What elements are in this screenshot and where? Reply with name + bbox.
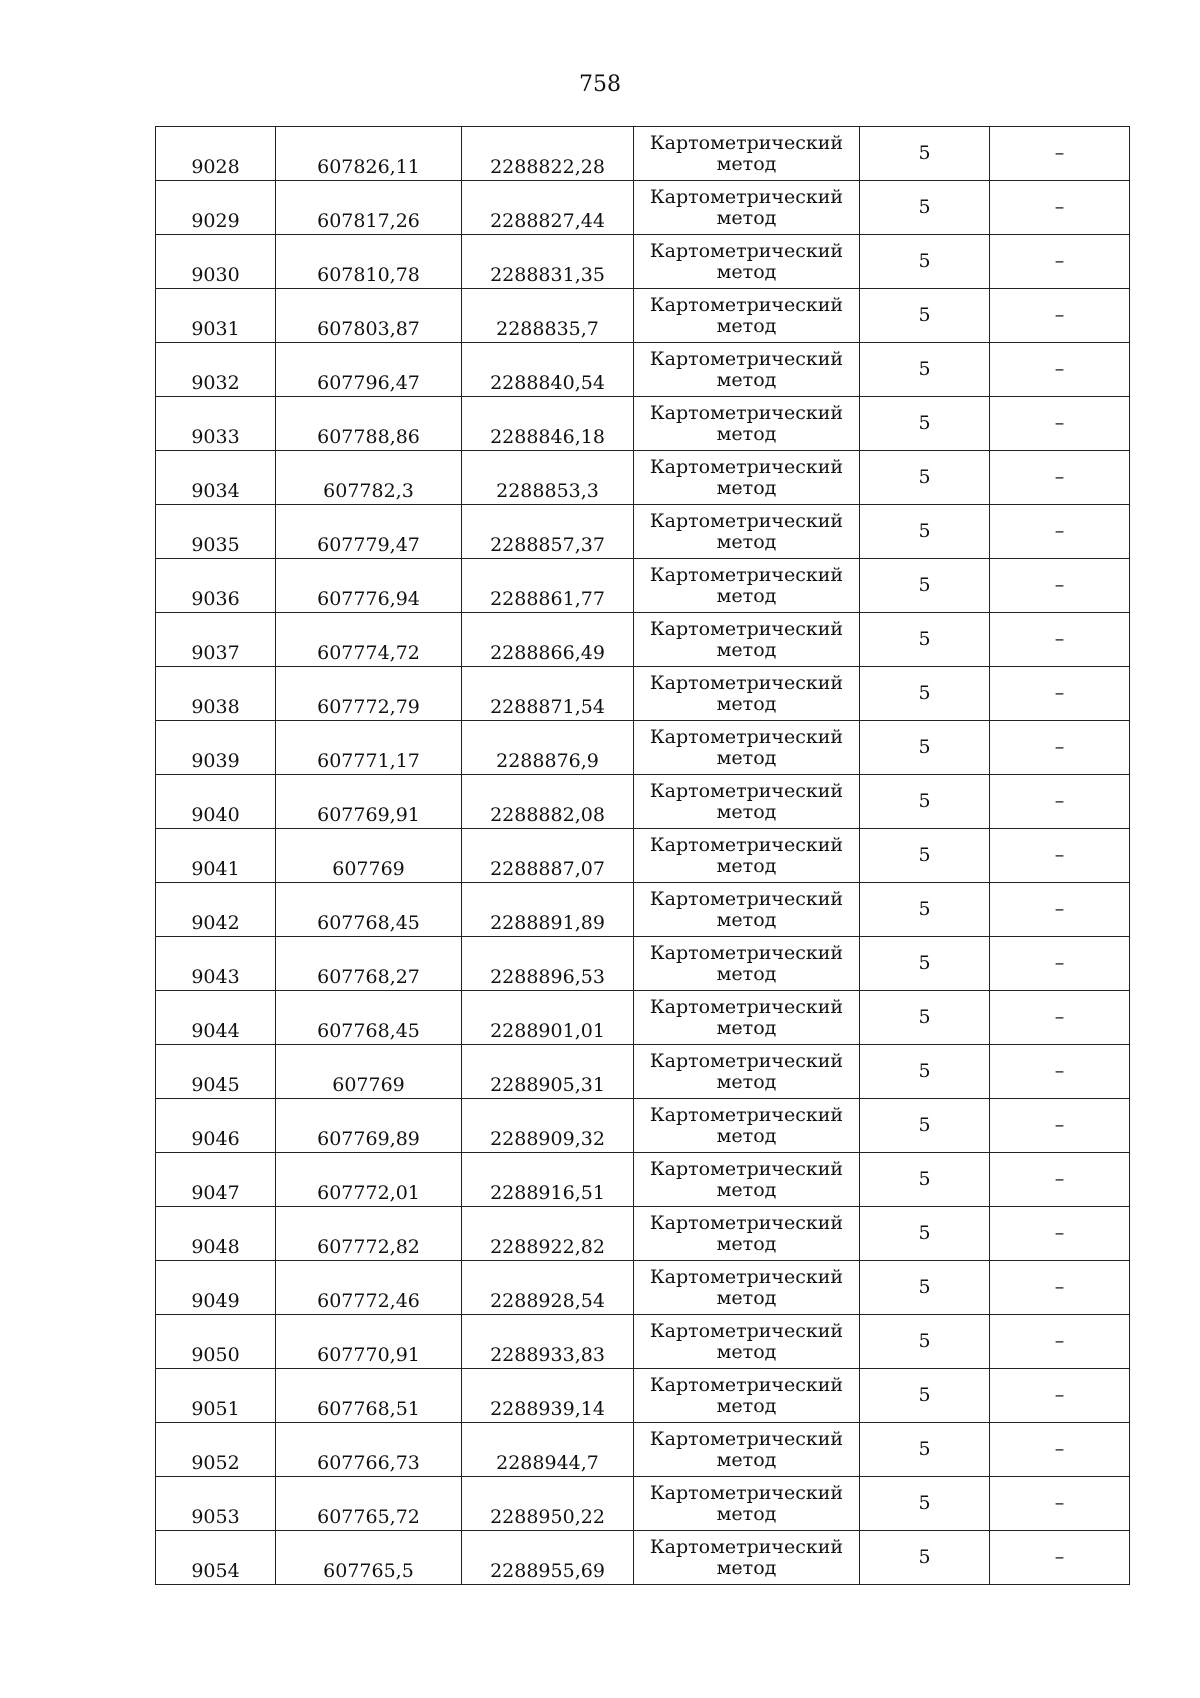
method-line-2: метод: [716, 638, 777, 661]
method-cell: [634, 397, 860, 451]
accuracy-cell: 5: [860, 991, 990, 1045]
method-line-1: Картометрический: [649, 1319, 844, 1342]
x-coordinate-cell: 607766,73: [276, 1423, 462, 1477]
method-line-2: метод: [716, 152, 777, 175]
method-line-2: метод: [716, 1016, 777, 1039]
accuracy-cell: 5: [860, 1315, 990, 1369]
method-line-2: метод: [716, 1232, 777, 1255]
point-id-cell: 9031: [156, 289, 276, 343]
method-cell: [634, 829, 860, 883]
point-id-cell: 9043: [156, 937, 276, 991]
y-coordinate-cell: 2288822,28: [462, 127, 634, 181]
x-coordinate-cell: 607765,5: [276, 1531, 462, 1585]
method-cell: [634, 1423, 860, 1477]
table-row: [156, 181, 1130, 235]
x-coordinate-cell: 607769: [276, 829, 462, 883]
point-id-cell: 9046: [156, 1099, 276, 1153]
point-id-cell: 9053: [156, 1477, 276, 1531]
accuracy-cell: 5: [860, 1369, 990, 1423]
accuracy-cell: 5: [860, 721, 990, 775]
table-row: [156, 343, 1130, 397]
point-id-cell: 9028: [156, 127, 276, 181]
method-line-2: метод: [716, 908, 777, 931]
table-row: [156, 397, 1130, 451]
note-cell: –: [990, 289, 1130, 343]
y-coordinate-cell: 2288853,3: [462, 451, 634, 505]
accuracy-cell: 5: [860, 1531, 990, 1585]
method-cell: [634, 289, 860, 343]
y-coordinate-cell: 2288835,7: [462, 289, 634, 343]
note-cell: –: [990, 721, 1130, 775]
x-coordinate-cell: 607772,01: [276, 1153, 462, 1207]
method-cell: [634, 775, 860, 829]
method-line-1: Картометрический: [649, 1427, 844, 1450]
method-line-1: Картометрический: [649, 563, 844, 586]
y-coordinate-cell: 2288955,69: [462, 1531, 634, 1585]
method-line-2: метод: [716, 1178, 777, 1201]
method-line-2: метод: [716, 314, 777, 337]
note-cell: –: [990, 613, 1130, 667]
method-line-1: Картометрический: [649, 1211, 844, 1234]
table-row: [156, 289, 1130, 343]
point-id-cell: 9033: [156, 397, 276, 451]
point-id-cell: 9051: [156, 1369, 276, 1423]
x-coordinate-cell: 607768,51: [276, 1369, 462, 1423]
y-coordinate-cell: 2288827,44: [462, 181, 634, 235]
note-cell: –: [990, 127, 1130, 181]
accuracy-cell: 5: [860, 829, 990, 883]
accuracy-cell: 5: [860, 1477, 990, 1531]
note-cell: –: [990, 1315, 1130, 1369]
y-coordinate-cell: 2288831,35: [462, 235, 634, 289]
method-line-1: Картометрический: [649, 941, 844, 964]
method-cell: [634, 721, 860, 775]
y-coordinate-cell: 2288840,54: [462, 343, 634, 397]
note-cell: –: [990, 451, 1130, 505]
accuracy-cell: 5: [860, 505, 990, 559]
table-row: [156, 829, 1130, 883]
note-cell: –: [990, 235, 1130, 289]
accuracy-cell: 5: [860, 451, 990, 505]
point-id-cell: 9054: [156, 1531, 276, 1585]
method-line-2: метод: [716, 368, 777, 391]
method-cell: [634, 1045, 860, 1099]
method-cell: [634, 1369, 860, 1423]
x-coordinate-cell: 607769,89: [276, 1099, 462, 1153]
table-row: [156, 667, 1130, 721]
point-id-cell: 9032: [156, 343, 276, 397]
method-cell: [634, 1531, 860, 1585]
note-cell: –: [990, 1261, 1130, 1315]
y-coordinate-cell: 2288928,54: [462, 1261, 634, 1315]
method-line-2: метод: [716, 854, 777, 877]
method-line-1: Картометрический: [649, 455, 844, 478]
x-coordinate-cell: 607765,72: [276, 1477, 462, 1531]
note-cell: –: [990, 1207, 1130, 1261]
point-id-cell: 9029: [156, 181, 276, 235]
table-row: [156, 883, 1130, 937]
accuracy-cell: 5: [860, 937, 990, 991]
method-line-1: Картометрический: [649, 509, 844, 532]
table-row: [156, 775, 1130, 829]
method-cell: [634, 1477, 860, 1531]
accuracy-cell: 5: [860, 235, 990, 289]
accuracy-cell: 5: [860, 1423, 990, 1477]
method-line-1: Картометрический: [649, 1481, 844, 1504]
point-id-cell: 9039: [156, 721, 276, 775]
method-line-1: Картометрический: [649, 1265, 844, 1288]
note-cell: –: [990, 937, 1130, 991]
x-coordinate-cell: 607817,26: [276, 181, 462, 235]
method-line-2: метод: [716, 584, 777, 607]
method-line-1: Картометрический: [649, 293, 844, 316]
note-cell: –: [990, 775, 1130, 829]
method-line-2: метод: [716, 1286, 777, 1309]
y-coordinate-cell: 2288876,9: [462, 721, 634, 775]
x-coordinate-cell: 607768,45: [276, 991, 462, 1045]
method-line-1: Картометрический: [649, 1535, 844, 1558]
x-coordinate-cell: 607770,91: [276, 1315, 462, 1369]
x-coordinate-cell: 607772,82: [276, 1207, 462, 1261]
point-id-cell: 9040: [156, 775, 276, 829]
table-row: [156, 559, 1130, 613]
point-id-cell: 9035: [156, 505, 276, 559]
y-coordinate-cell: 2288887,07: [462, 829, 634, 883]
page-number: 758: [579, 72, 621, 97]
note-cell: –: [990, 1423, 1130, 1477]
method-line-1: Картометрический: [649, 779, 844, 802]
accuracy-cell: 5: [860, 181, 990, 235]
table-row: [156, 613, 1130, 667]
point-id-cell: 9042: [156, 883, 276, 937]
point-id-cell: 9047: [156, 1153, 276, 1207]
method-line-2: метод: [716, 260, 777, 283]
point-id-cell: 9044: [156, 991, 276, 1045]
accuracy-cell: 5: [860, 1153, 990, 1207]
method-cell: [634, 1261, 860, 1315]
method-line-2: метод: [716, 746, 777, 769]
y-coordinate-cell: 2288944,7: [462, 1423, 634, 1477]
method-line-1: Картометрический: [649, 617, 844, 640]
note-cell: –: [990, 559, 1130, 613]
accuracy-cell: 5: [860, 613, 990, 667]
y-coordinate-cell: 2288901,01: [462, 991, 634, 1045]
x-coordinate-cell: 607772,79: [276, 667, 462, 721]
accuracy-cell: 5: [860, 1045, 990, 1099]
x-coordinate-cell: 607768,27: [276, 937, 462, 991]
method-cell: [634, 1099, 860, 1153]
note-cell: –: [990, 829, 1130, 883]
method-line-2: метод: [716, 206, 777, 229]
method-line-2: метод: [716, 476, 777, 499]
x-coordinate-cell: 607768,45: [276, 883, 462, 937]
y-coordinate-cell: 2288871,54: [462, 667, 634, 721]
method-line-1: Картометрический: [649, 833, 844, 856]
accuracy-cell: 5: [860, 1099, 990, 1153]
x-coordinate-cell: 607774,72: [276, 613, 462, 667]
point-id-cell: 9049: [156, 1261, 276, 1315]
y-coordinate-cell: 2288905,31: [462, 1045, 634, 1099]
table-row: [156, 505, 1130, 559]
accuracy-cell: 5: [860, 289, 990, 343]
method-line-2: метод: [716, 530, 777, 553]
x-coordinate-cell: 607796,47: [276, 343, 462, 397]
method-cell: [634, 937, 860, 991]
accuracy-cell: 5: [860, 559, 990, 613]
note-cell: –: [990, 1369, 1130, 1423]
table-row: [156, 451, 1130, 505]
note-cell: –: [990, 397, 1130, 451]
table-row: [156, 127, 1130, 181]
note-cell: –: [990, 1099, 1130, 1153]
note-cell: –: [990, 1153, 1130, 1207]
method-line-1: Картометрический: [649, 185, 844, 208]
method-cell: [634, 667, 860, 721]
point-id-cell: 9050: [156, 1315, 276, 1369]
x-coordinate-cell: 607826,11: [276, 127, 462, 181]
method-cell: [634, 991, 860, 1045]
accuracy-cell: 5: [860, 775, 990, 829]
accuracy-cell: 5: [860, 127, 990, 181]
table-row: [156, 1045, 1130, 1099]
x-coordinate-cell: 607810,78: [276, 235, 462, 289]
point-id-cell: 9048: [156, 1207, 276, 1261]
method-cell: [634, 613, 860, 667]
point-id-cell: 9037: [156, 613, 276, 667]
method-line-1: Картометрический: [649, 347, 844, 370]
y-coordinate-cell: 2288866,49: [462, 613, 634, 667]
method-cell: [634, 451, 860, 505]
method-cell: [634, 505, 860, 559]
y-coordinate-cell: 2288922,82: [462, 1207, 634, 1261]
y-coordinate-cell: 2288933,83: [462, 1315, 634, 1369]
y-coordinate-cell: 2288916,51: [462, 1153, 634, 1207]
method-line-1: Картометрический: [649, 725, 844, 748]
table-row: [156, 1531, 1130, 1585]
method-line-1: Картометрический: [649, 131, 844, 154]
method-line-2: метод: [716, 1448, 777, 1471]
method-line-2: метод: [716, 1394, 777, 1417]
note-cell: –: [990, 181, 1130, 235]
x-coordinate-cell: 607769: [276, 1045, 462, 1099]
method-line-2: метод: [716, 1340, 777, 1363]
note-cell: –: [990, 991, 1130, 1045]
y-coordinate-cell: 2288891,89: [462, 883, 634, 937]
method-cell: [634, 343, 860, 397]
method-line-2: метод: [716, 692, 777, 715]
x-coordinate-cell: 607803,87: [276, 289, 462, 343]
point-id-cell: 9038: [156, 667, 276, 721]
y-coordinate-cell: 2288939,14: [462, 1369, 634, 1423]
x-coordinate-cell: 607788,86: [276, 397, 462, 451]
note-cell: –: [990, 883, 1130, 937]
point-id-cell: 9041: [156, 829, 276, 883]
x-coordinate-cell: 607772,46: [276, 1261, 462, 1315]
note-cell: –: [990, 1045, 1130, 1099]
method-line-1: Картометрический: [649, 401, 844, 424]
table-row: [156, 235, 1130, 289]
y-coordinate-cell: 2288882,08: [462, 775, 634, 829]
x-coordinate-cell: 607776,94: [276, 559, 462, 613]
y-coordinate-cell: 2288861,77: [462, 559, 634, 613]
note-cell: –: [990, 667, 1130, 721]
table-row: [156, 991, 1130, 1045]
table-row: [156, 721, 1130, 775]
table-row: [156, 1261, 1130, 1315]
accuracy-cell: 5: [860, 883, 990, 937]
y-coordinate-cell: 2288950,22: [462, 1477, 634, 1531]
table-row: [156, 1207, 1130, 1261]
accuracy-cell: 5: [860, 397, 990, 451]
method-line-2: метод: [716, 422, 777, 445]
method-cell: [634, 181, 860, 235]
y-coordinate-cell: 2288909,32: [462, 1099, 634, 1153]
method-cell: [634, 1153, 860, 1207]
coordinates-table-body: [156, 127, 1130, 1585]
point-id-cell: 9034: [156, 451, 276, 505]
accuracy-cell: 5: [860, 343, 990, 397]
method-line-2: метод: [716, 800, 777, 823]
method-line-1: Картометрический: [649, 995, 844, 1018]
y-coordinate-cell: 2288846,18: [462, 397, 634, 451]
method-line-2: метод: [716, 1070, 777, 1093]
method-cell: [634, 1315, 860, 1369]
method-line-1: Картометрический: [649, 671, 844, 694]
y-coordinate-cell: 2288896,53: [462, 937, 634, 991]
method-line-2: метод: [716, 1502, 777, 1525]
method-line-1: Картометрический: [649, 1157, 844, 1180]
note-cell: –: [990, 1531, 1130, 1585]
point-id-cell: 9036: [156, 559, 276, 613]
method-cell: [634, 127, 860, 181]
x-coordinate-cell: 607769,91: [276, 775, 462, 829]
point-id-cell: 9045: [156, 1045, 276, 1099]
method-line-2: метод: [716, 962, 777, 985]
table-row: [156, 1099, 1130, 1153]
x-coordinate-cell: 607782,3: [276, 451, 462, 505]
method-cell: [634, 235, 860, 289]
table-row: [156, 937, 1130, 991]
method-line-1: Картометрический: [649, 1103, 844, 1126]
method-line-2: метод: [716, 1556, 777, 1579]
method-line-1: Картометрический: [649, 1373, 844, 1396]
table-row: [156, 1477, 1130, 1531]
accuracy-cell: 5: [860, 1261, 990, 1315]
accuracy-cell: 5: [860, 1207, 990, 1261]
method-line-2: метод: [716, 1124, 777, 1147]
table-row: [156, 1423, 1130, 1477]
x-coordinate-cell: 607779,47: [276, 505, 462, 559]
accuracy-cell: 5: [860, 667, 990, 721]
method-cell: [634, 559, 860, 613]
coordinates-table: [155, 126, 1130, 1585]
method-line-1: Картометрический: [649, 1049, 844, 1072]
x-coordinate-cell: 607771,17: [276, 721, 462, 775]
note-cell: –: [990, 1477, 1130, 1531]
method-cell: [634, 883, 860, 937]
point-id-cell: 9030: [156, 235, 276, 289]
method-line-1: Картометрический: [649, 239, 844, 262]
method-line-1: Картометрический: [649, 887, 844, 910]
method-cell: [634, 1207, 860, 1261]
table-row: [156, 1369, 1130, 1423]
table-row: [156, 1153, 1130, 1207]
note-cell: –: [990, 343, 1130, 397]
note-cell: –: [990, 505, 1130, 559]
point-id-cell: 9052: [156, 1423, 276, 1477]
y-coordinate-cell: 2288857,37: [462, 505, 634, 559]
table-row: [156, 1315, 1130, 1369]
